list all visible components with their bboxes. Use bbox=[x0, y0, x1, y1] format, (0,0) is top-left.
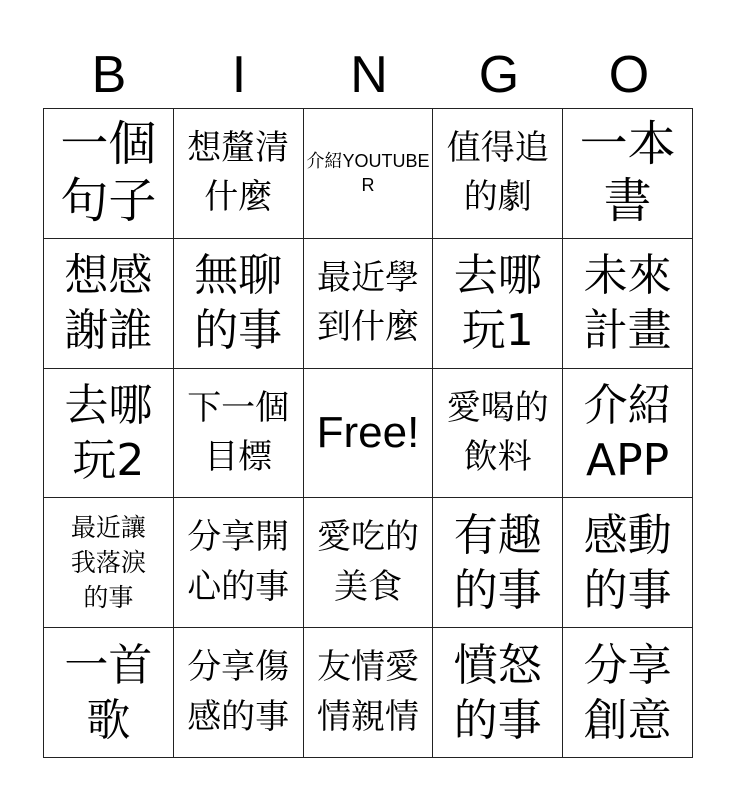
bingo-cell[interactable] bbox=[433, 628, 563, 758]
cell-text: Free! bbox=[316, 407, 420, 457]
cell-text: 友情愛情親情 bbox=[316, 647, 419, 737]
cell-text: 愛吃的美食 bbox=[316, 517, 419, 607]
cell-text: 值得追的劇 bbox=[446, 128, 549, 218]
bingo-cell[interactable] bbox=[174, 628, 304, 758]
bingo-cell[interactable] bbox=[563, 239, 693, 369]
cell-text: 一個句子 bbox=[60, 115, 157, 230]
cell-text: 愛喝的飲料 bbox=[446, 387, 549, 477]
bingo-cell[interactable] bbox=[174, 109, 304, 239]
cell-text: 最近讓我落淚的事 bbox=[70, 513, 146, 613]
bingo-cell[interactable] bbox=[433, 498, 563, 628]
free-space-cell[interactable] bbox=[304, 369, 434, 499]
cell-text: 分享傷感的事 bbox=[187, 647, 290, 737]
bingo-cell[interactable] bbox=[304, 628, 434, 758]
cell-text: 分享開心的事 bbox=[187, 517, 290, 607]
bingo-cell[interactable] bbox=[44, 628, 174, 758]
bingo-cell[interactable] bbox=[304, 239, 434, 369]
bingo-header bbox=[44, 42, 694, 108]
header-letter-b: B bbox=[91, 46, 127, 104]
bingo-cell[interactable] bbox=[44, 369, 174, 499]
bingo-cell[interactable] bbox=[304, 109, 434, 239]
cell-text: 未來計畫 bbox=[583, 250, 672, 357]
bingo-cell[interactable] bbox=[174, 498, 304, 628]
cell-text: 一首歌 bbox=[64, 639, 153, 746]
header-letter-o: O bbox=[608, 46, 650, 104]
header-letter-g: G bbox=[478, 46, 520, 104]
bingo-cell[interactable] bbox=[433, 239, 563, 369]
bingo-cell[interactable] bbox=[44, 239, 174, 369]
cell-text: 介紹YOUTUBER bbox=[306, 151, 430, 196]
header-letter-n: N bbox=[350, 46, 388, 104]
bingo-board bbox=[43, 108, 693, 758]
cell-text: 感動的事 bbox=[583, 509, 672, 616]
bingo-cell[interactable] bbox=[563, 498, 693, 628]
cell-text: 想感謝誰 bbox=[64, 250, 153, 357]
bingo-cell[interactable] bbox=[563, 628, 693, 758]
cell-text: 無聊的事 bbox=[194, 250, 283, 357]
bingo-cell[interactable] bbox=[174, 239, 304, 369]
bingo-cell[interactable] bbox=[304, 498, 434, 628]
bingo-cell[interactable] bbox=[563, 369, 693, 499]
cell-text: 去哪玩2 bbox=[64, 379, 153, 486]
bingo-cell[interactable] bbox=[433, 109, 563, 239]
bingo-cell[interactable] bbox=[174, 369, 304, 499]
cell-text: 介紹APP bbox=[583, 379, 672, 486]
cell-text: 憤怒的事 bbox=[453, 639, 542, 746]
bingo-cell[interactable] bbox=[44, 109, 174, 239]
cell-text: 下一個目標 bbox=[187, 387, 290, 477]
cell-text: 一本書 bbox=[579, 115, 676, 230]
bingo-cell[interactable] bbox=[44, 498, 174, 628]
cell-text: 去哪玩1 bbox=[453, 250, 542, 357]
cell-text: 有趣的事 bbox=[453, 509, 542, 616]
cell-text: 最近學到什麼 bbox=[316, 257, 419, 348]
header-letter-i: I bbox=[231, 46, 247, 104]
cell-text: 想釐清什麼 bbox=[187, 128, 290, 218]
bingo-cell[interactable] bbox=[433, 369, 563, 499]
bingo-cell[interactable] bbox=[563, 109, 693, 239]
cell-text: 分享創意 bbox=[583, 639, 672, 746]
